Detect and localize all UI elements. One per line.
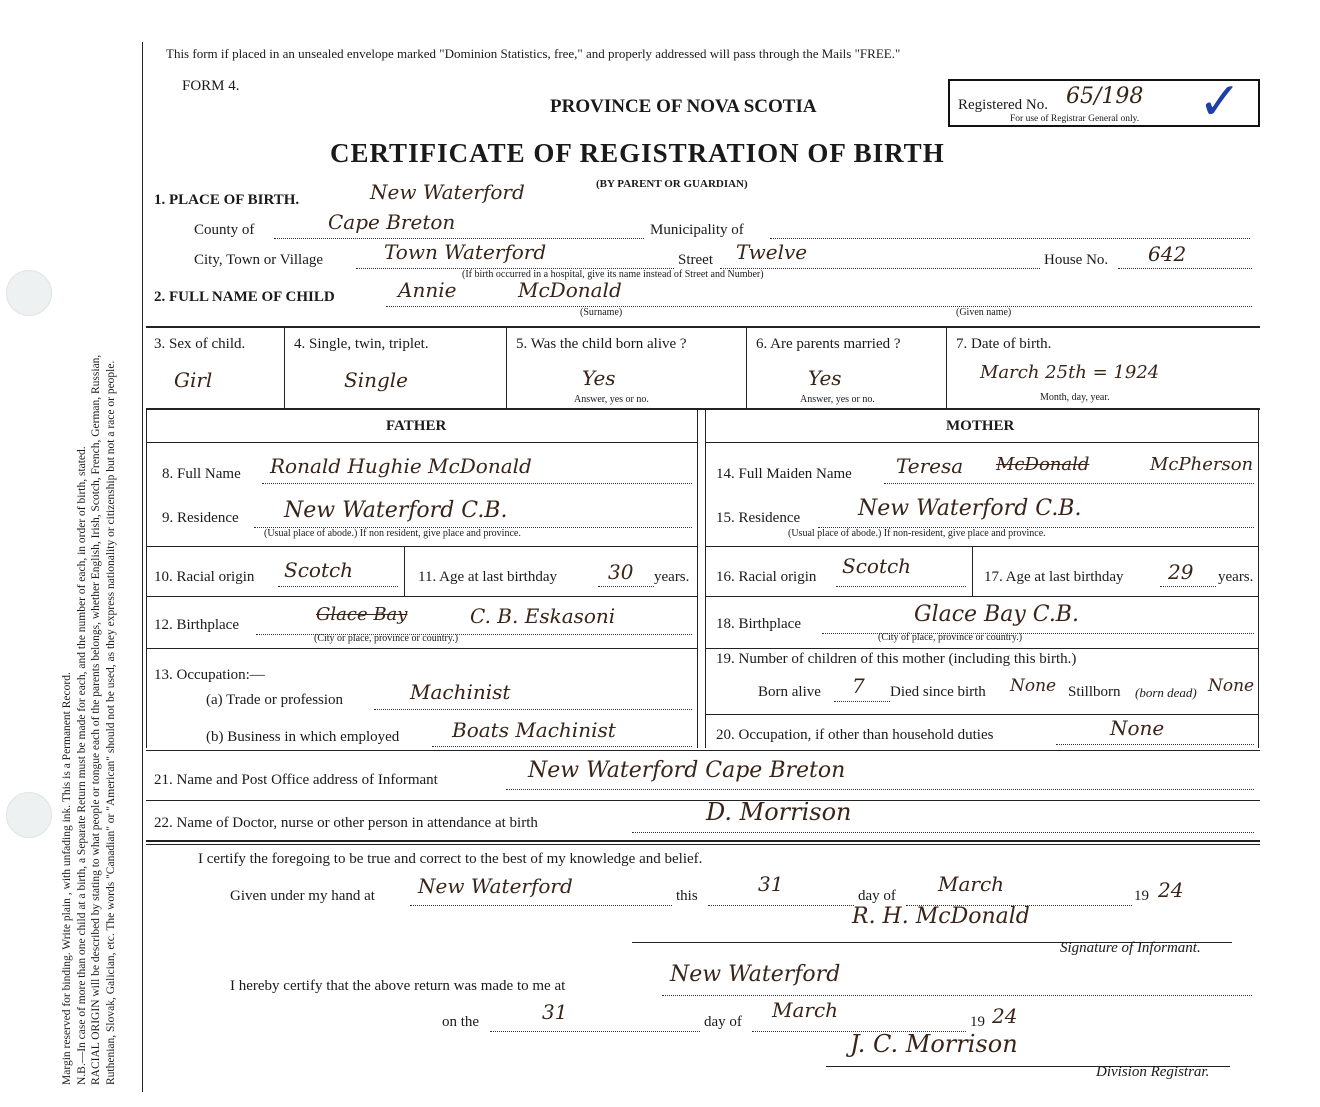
given-day-value: 31	[758, 872, 784, 896]
sex-label: 3. Sex of child.	[154, 336, 246, 352]
parents-married-label: 6. Are parents married ?	[756, 336, 901, 352]
mother-age-value: 29	[1168, 560, 1194, 584]
father-age-value: 30	[608, 560, 634, 584]
informant-signature-caption: Signature of Informant.	[1060, 940, 1201, 956]
binding-hole-bottom	[6, 792, 52, 838]
mother-age-label: 17. Age at last birthday	[984, 569, 1124, 585]
mother-residence-caption: (Usual place of abode.) If non-resident, give place and province.	[788, 528, 1046, 539]
registrar-year-prefix: 19	[970, 1014, 985, 1030]
margin-line-racial-origin: RACIAL ORIGIN will be described by stating to what people or tongue each of the parents belongs, whether English, Irish, Scotch, French, German, Russian,	[90, 354, 102, 1085]
born-alive-caption: Answer, yes or no.	[574, 394, 649, 405]
dob-label: 7. Date of birth.	[956, 336, 1052, 352]
registrar-note: For use of Registrar General only.	[1010, 114, 1140, 124]
doctor-value: D. Morrison	[706, 798, 852, 826]
mother-children-label: 19. Number of children of this mother (including this birth.)	[716, 651, 1077, 667]
father-birthplace-label: 12. Birthplace	[154, 617, 239, 633]
binding-hole-top	[6, 270, 52, 316]
father-residence-caption: (Usual place of abode.) If non resident, give place and province.	[264, 528, 521, 539]
registrar-on-the-label: on the	[442, 1014, 480, 1030]
county-label: County of	[194, 222, 255, 238]
multiplicity-label: 4. Single, twin, triplet.	[294, 336, 429, 352]
registrar-day-of-label: day of	[704, 1014, 742, 1030]
mother-stillborn-label: Stillborn	[1068, 684, 1121, 700]
child-given-name: Annie	[398, 278, 457, 302]
given-day-of-label: day of	[858, 888, 896, 904]
father-business-value: Boats Machinist	[452, 718, 616, 742]
father-racial-value: Scotch	[284, 558, 354, 582]
street-label: Street	[678, 252, 713, 268]
mother-residence-value: New Waterford C.B.	[858, 496, 1082, 521]
father-name-value: Ronald Hughie McDonald	[270, 454, 532, 478]
given-under-label: Given under my hand at	[230, 888, 375, 904]
father-name-label: 8. Full Name	[162, 466, 241, 482]
page-subtitle: (BY PARENT OR GUARDIAN)	[596, 178, 748, 190]
informant-signature: R. H. McDonald	[852, 904, 1030, 929]
father-residence-value: New Waterford C.B.	[284, 498, 508, 523]
mother-died-label: Died since birth	[890, 684, 986, 700]
father-racial-label: 10. Racial origin	[154, 569, 255, 585]
hospital-note: (If birth occurred in a hospital, give its name instead of Street and Number)	[462, 269, 764, 280]
house-number-value: 642	[1148, 242, 1187, 266]
father-business-label: (b) Business in which employed	[206, 729, 400, 745]
mother-name-label: 14. Full Maiden Name	[716, 466, 852, 482]
province-heading: PROVINCE OF NOVA SCOTIA	[550, 96, 817, 117]
mother-heading: MOTHER	[946, 418, 1015, 434]
margin-line-racial-origin-cont: Ruthenian, Slovak, Galician, etc. The words "Canadian" or "American" should not be used, as they express nationality or citizenship but not a race or people.	[104, 360, 117, 1085]
registered-label: Registered No.	[958, 97, 1048, 113]
dob-caption: Month, day, year.	[1040, 392, 1110, 403]
dob-value: March 25th = 1924	[980, 362, 1160, 383]
margin-instructions	[60, 25, 118, 1085]
page-title: CERTIFICATE OF REGISTRATION OF BIRTH	[330, 138, 945, 168]
mother-birthplace-label: 18. Birthplace	[716, 616, 801, 632]
street-value: Twelve	[736, 240, 808, 264]
registrar-month-value: March	[772, 998, 839, 1022]
mother-name-first: Teresa	[896, 454, 964, 478]
born-alive-label: 5. Was the child born alive ?	[516, 336, 687, 352]
mother-racial-value: Scotch	[842, 554, 912, 578]
check-mark-icon: ✓	[1198, 72, 1242, 132]
informant-value: New Waterford Cape Breton	[528, 758, 846, 783]
given-year-prefix: 19	[1134, 888, 1149, 904]
registrar-day-value: 31	[542, 1000, 568, 1024]
county-value: Cape Breton	[328, 210, 456, 234]
father-residence-label: 9. Residence	[162, 510, 239, 526]
registrar-year-suffix: 24	[992, 1004, 1018, 1028]
multiplicity-value: Single	[344, 368, 409, 392]
father-age-label: 11. Age at last birthday	[418, 569, 557, 585]
parents-married-caption: Answer, yes or no.	[800, 394, 875, 405]
father-birthplace-value: C. B. Eskasoni	[470, 604, 616, 628]
father-birthplace-struck: Glace Bay	[316, 604, 408, 625]
registered-number: 65/198	[1066, 84, 1144, 109]
child-name-label: 2. FULL NAME OF CHILD	[154, 289, 335, 305]
given-year-suffix: 24	[1158, 878, 1184, 902]
margin-rule	[142, 42, 143, 1092]
informant-label: 21. Name and Post Office address of Informant	[154, 772, 438, 788]
given-month-value: March	[938, 872, 1005, 896]
mother-years-label: years.	[1218, 569, 1254, 585]
father-heading: FATHER	[386, 418, 447, 434]
this-label: this	[676, 888, 698, 904]
city-label: City, Town or Village	[194, 252, 324, 268]
doctor-label: 22. Name of Doctor, nurse or other person in attendance at birth	[154, 815, 538, 831]
born-alive-value: Yes	[582, 366, 616, 390]
father-trade-label: (a) Trade or profession	[206, 692, 344, 708]
registrar-signature: J. C. Morrison	[850, 1030, 1018, 1058]
mother-name-struck: McDonald	[996, 454, 1090, 475]
mother-residence-label: 15. Residence	[716, 510, 801, 526]
mother-stillborn-value: None	[1208, 676, 1255, 696]
mother-birthplace-caption: (City of place, province or country.)	[878, 632, 1023, 643]
certification-statement: I certify the foregoing to be true and correct to the best of my knowledge and belief.	[198, 851, 703, 867]
municipality-label: Municipality of	[650, 222, 744, 238]
margin-line-nb: N.B.—In case of more than one child at a birth, a Separate Return must be made for each, and the number of each, in order of birth, stated.	[75, 446, 88, 1085]
father-trade-value: Machinist	[410, 680, 511, 704]
mother-died-value: None	[1010, 676, 1057, 696]
surname-caption: (Surname)	[580, 307, 623, 318]
house-number-label: House No.	[1044, 252, 1109, 268]
mother-occupation-label: 20. Occupation, if other than household duties	[716, 727, 994, 743]
father-birthplace-caption: (City or place, province or country.)	[314, 633, 459, 644]
father-occupation-label: 13. Occupation:—	[154, 667, 265, 683]
father-years-label: years.	[654, 569, 690, 585]
mail-notice: This form if placed in an unsealed envelope marked "Dominion Statistics, free," and properly addressed will pass through the Mails "FREE."	[166, 46, 901, 61]
mother-name-last: McPherson	[1150, 454, 1254, 475]
given-place-value: New Waterford	[418, 874, 573, 898]
margin-line-binding: Margin reserved for binding. Write plain , with unfading ink. This is a Permanent Record.	[61, 672, 73, 1085]
place-of-birth-label: 1. PLACE OF BIRTH.	[154, 192, 300, 208]
mother-occupation-value: None	[1110, 716, 1165, 740]
parents-married-value: Yes	[808, 366, 842, 390]
city-value: Town Waterford	[384, 240, 547, 264]
registrar-caption: Division Registrar.	[1096, 1064, 1210, 1080]
place-of-birth-value: New Waterford	[370, 180, 525, 204]
sex-value: Girl	[174, 368, 213, 392]
form-number: FORM 4.	[182, 78, 240, 94]
registrar-place-value: New Waterford	[670, 962, 841, 987]
given-name-caption: (Given name)	[956, 307, 1012, 318]
mother-stillborn-note: (born dead)	[1135, 685, 1197, 700]
mother-racial-label: 16. Racial origin	[716, 569, 817, 585]
mother-born-alive-value: 7	[852, 674, 865, 698]
mother-birthplace-value: Glace Bay C.B.	[914, 602, 1079, 627]
mother-born-alive-label: Born alive	[758, 684, 821, 700]
registrar-statement: I hereby certify that the above return was made to me at	[230, 978, 566, 994]
child-surname: McDonald	[518, 278, 622, 302]
